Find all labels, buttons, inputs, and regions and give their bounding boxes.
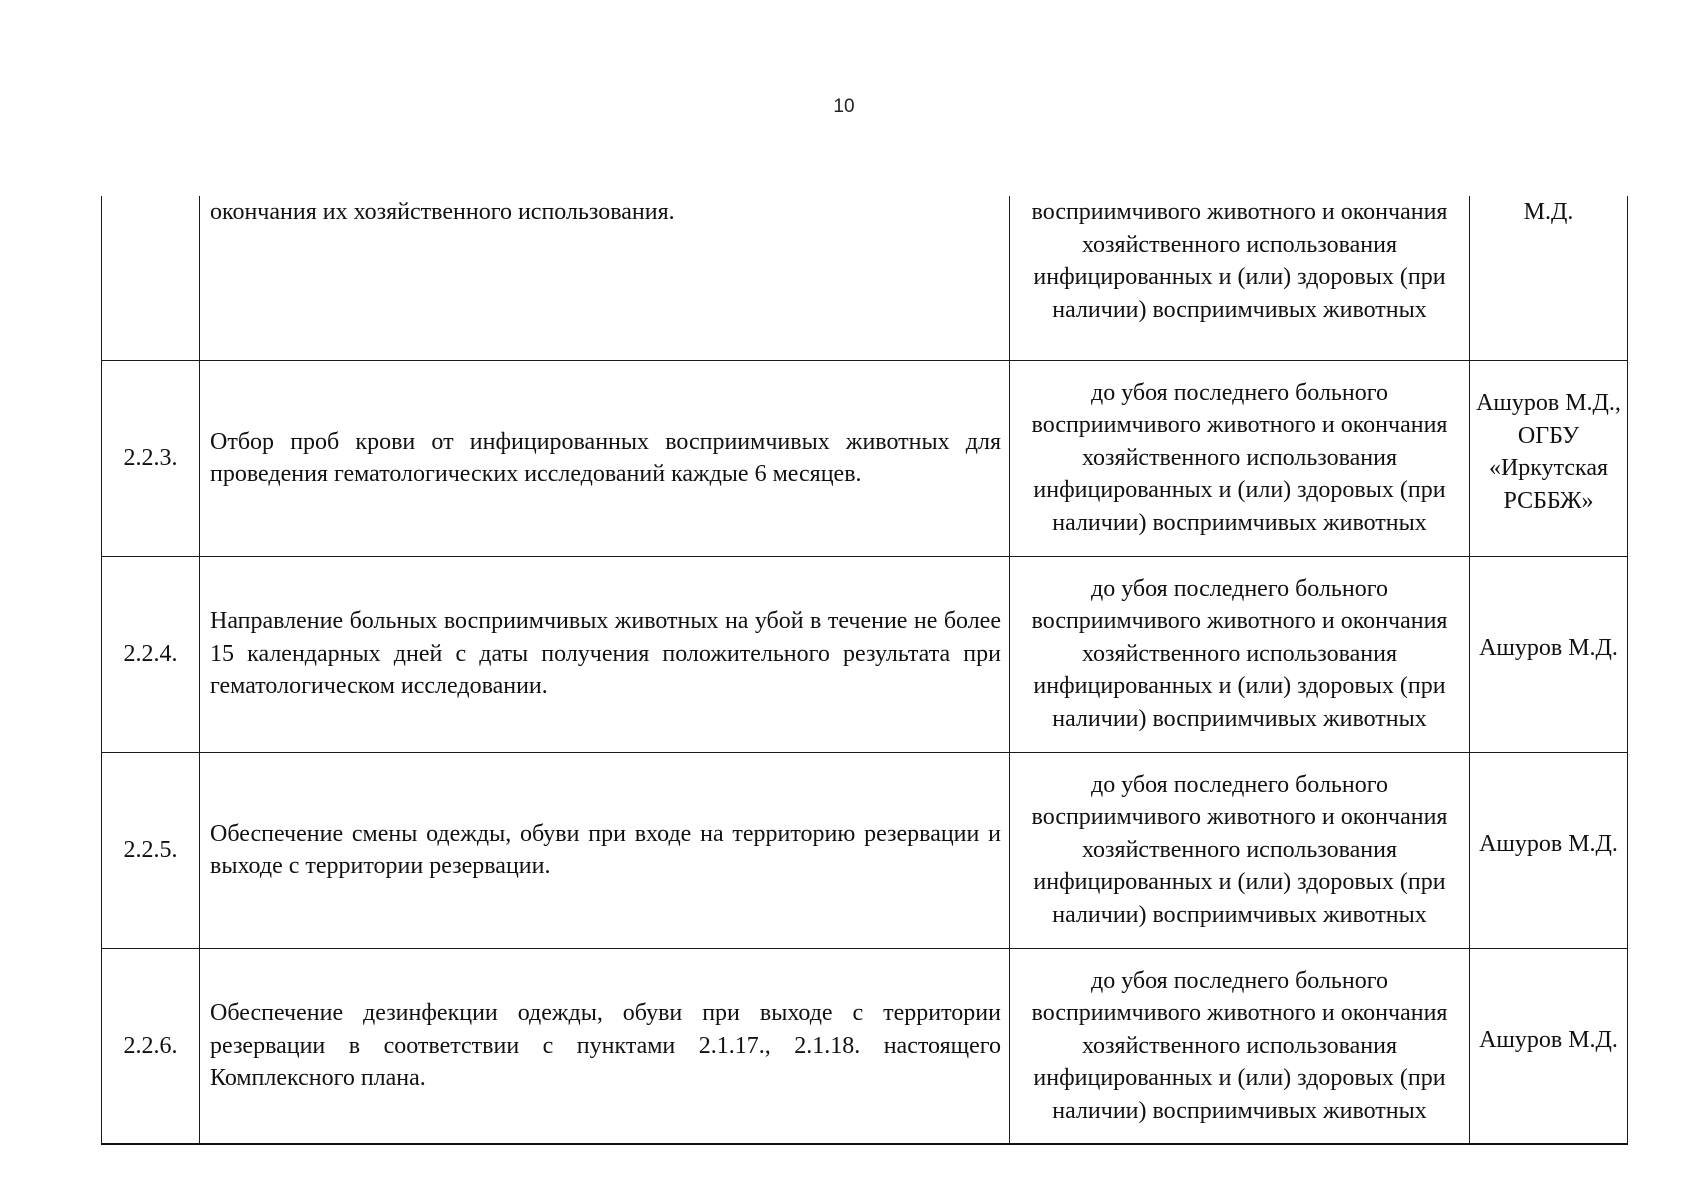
action-cell <box>200 948 1010 1144</box>
term-text: до убоя последнего больного восприимчивого животного и окончания хозяйственного использования инфицированных и (или) здоровых (при наличии) восприимчивых животных <box>1031 967 1448 1124</box>
row-number: 2.2.5. <box>102 752 200 948</box>
action-text: Обеспечение смены одежды, обуви при входе на территорию резервации и выходе с территории резервации. <box>210 820 1001 879</box>
responsible-text: Ашуров М.Д., ОГБУ «Иркутская РСББЖ» <box>1476 390 1621 514</box>
action-cell <box>200 752 1010 948</box>
responsible-text: М.Д. <box>1523 199 1574 225</box>
term-cell <box>1010 948 1470 1144</box>
responsible-text: Ашуров М.Д. <box>1479 1026 1618 1053</box>
term-cell <box>1010 556 1470 752</box>
action-text: Обеспечение дезинфекции одежды, обуви при выходе с территории резервации в соответствии с пунктами 2.1.17., 2.1.18. настоящего Комплексного плана. <box>210 1000 1001 1091</box>
page-number: 10 <box>833 96 855 117</box>
term-text: восприимчивого животного и окончания хозяйственного использования инфицированных и (или) здоровых (при наличии) восприимчивых животных <box>1031 199 1448 323</box>
responsible-cell <box>1470 948 1628 1144</box>
action-text: Отбор проб крови от инфицированных восприимчивых животных для проведения гематологических исследований каждые 6 месяцев. <box>210 428 1001 487</box>
term-cell <box>1010 752 1470 948</box>
responsible-text: Ашуров М.Д. <box>1479 830 1618 857</box>
action-cell <box>200 196 1010 360</box>
term-text: до убоя последнего больного восприимчивого животного и окончания хозяйственного использования инфицированных и (или) здоровых (при наличии) восприимчивых животных <box>1031 575 1448 732</box>
term-cell <box>1010 360 1470 556</box>
responsible-cell <box>1470 196 1628 360</box>
table-row <box>102 752 1628 948</box>
table-row <box>102 948 1628 1144</box>
action-cell <box>200 556 1010 752</box>
row-number <box>102 196 200 360</box>
table-row <box>102 556 1628 752</box>
responsible-cell <box>1470 360 1628 556</box>
plan-table <box>101 196 1628 1145</box>
term-text: до убоя последнего больного восприимчивого животного и окончания хозяйственного использования инфицированных и (или) здоровых (при наличии) восприимчивых животных <box>1031 771 1448 928</box>
table-row <box>102 360 1628 556</box>
table-row <box>102 196 1628 360</box>
term-text: до убоя последнего больного восприимчивого животного и окончания хозяйственного использования инфицированных и (или) здоровых (при наличии) восприимчивых животных <box>1031 379 1448 536</box>
row-number: 2.2.6. <box>102 948 200 1144</box>
row-number: 2.2.3. <box>102 360 200 556</box>
action-cell <box>200 360 1010 556</box>
responsible-cell <box>1470 556 1628 752</box>
action-text: окончания их хозяйственного использования. <box>210 199 675 225</box>
term-cell <box>1010 196 1470 360</box>
action-text: Направление больных восприимчивых животных на убой в течение не более 15 календарных дней с даты получения положительного результата при гематологическом исследовании. <box>210 608 1001 700</box>
responsible-cell <box>1470 752 1628 948</box>
responsible-text: Ашуров М.Д. <box>1479 634 1618 661</box>
row-number: 2.2.4. <box>102 556 200 752</box>
